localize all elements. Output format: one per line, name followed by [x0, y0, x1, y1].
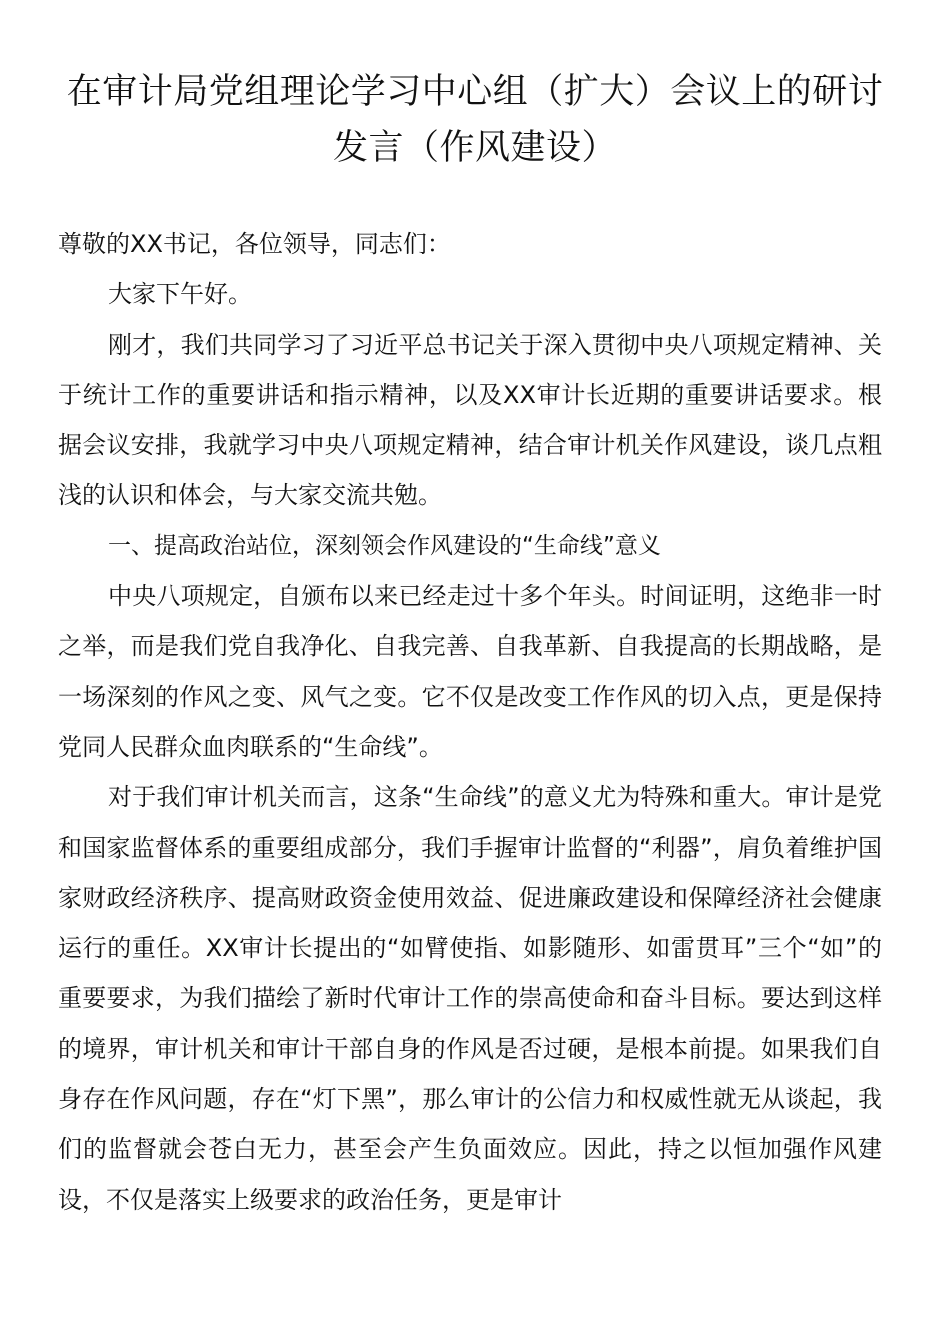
salutation: 尊敬的XX书记，各位领导，同志们：: [58, 230, 451, 258]
paragraph: 对于我们审计机关而言，这条“生命线”的意义尤为特殊和重大。审计是党和国家监督体系的重要组成部分，我们手握审计监督的“利器”，肩负着维护国家财政经济秩序、提高财政资金使用效益、促进廉政建设和保障经济社会健康运行的重任。XX审计长提出的“如臂使指、如影随形、如雷贯耳”三个“如”的重要要求，为我们描绘了新时代审计工作的崇高使命和奋斗目标。要达到这样的境界，审计机关和审计干部自身的作风是否过硬，是根本前提。如果我们自身存在作风问题，存在“灯下黑”，那么审计的公信力和权威性就无从谈起，我们的监督就会苍白无力，甚至会产生负面效应。因此，持之以恒加强作风建设，不仅是落实上级要求的政治任务，更是审计: [58, 783, 882, 1214]
document-body: [58, 219, 882, 1225]
paragraph: 中央八项规定，自颁布以来已经走过十多个年头。时间证明，这绝非一时之举，而是我们党自我净化、自我完善、自我革新、自我提高的长期战略，是一场深刻的作风之变、风气之变。它不仅是改变工作作风的切入点，更是保持党同人民群众血肉联系的“生命线”。: [58, 582, 882, 761]
section-heading: 一、提高政治站位，深刻领会作风建设的“生命线”意义: [108, 532, 661, 559]
document-title: 在审计局党组理论学习中心组（扩大）会议上的研讨发言（作风建设）: [66, 72, 884, 168]
greeting: 大家下午好。: [108, 280, 252, 309]
intro-paragraph: 刚才，我们共同学习了习近平总书记关于深入贯彻中央八项规定精神、关于统计工作的重要讲话和指示精神，以及XX审计长近期的重要讲话要求。根据会议安排，我就学习中央八项规定精神，结合审计机关作风建设，谈几点粗浅的认识和体会，与大家交流共勉。: [58, 330, 882, 510]
